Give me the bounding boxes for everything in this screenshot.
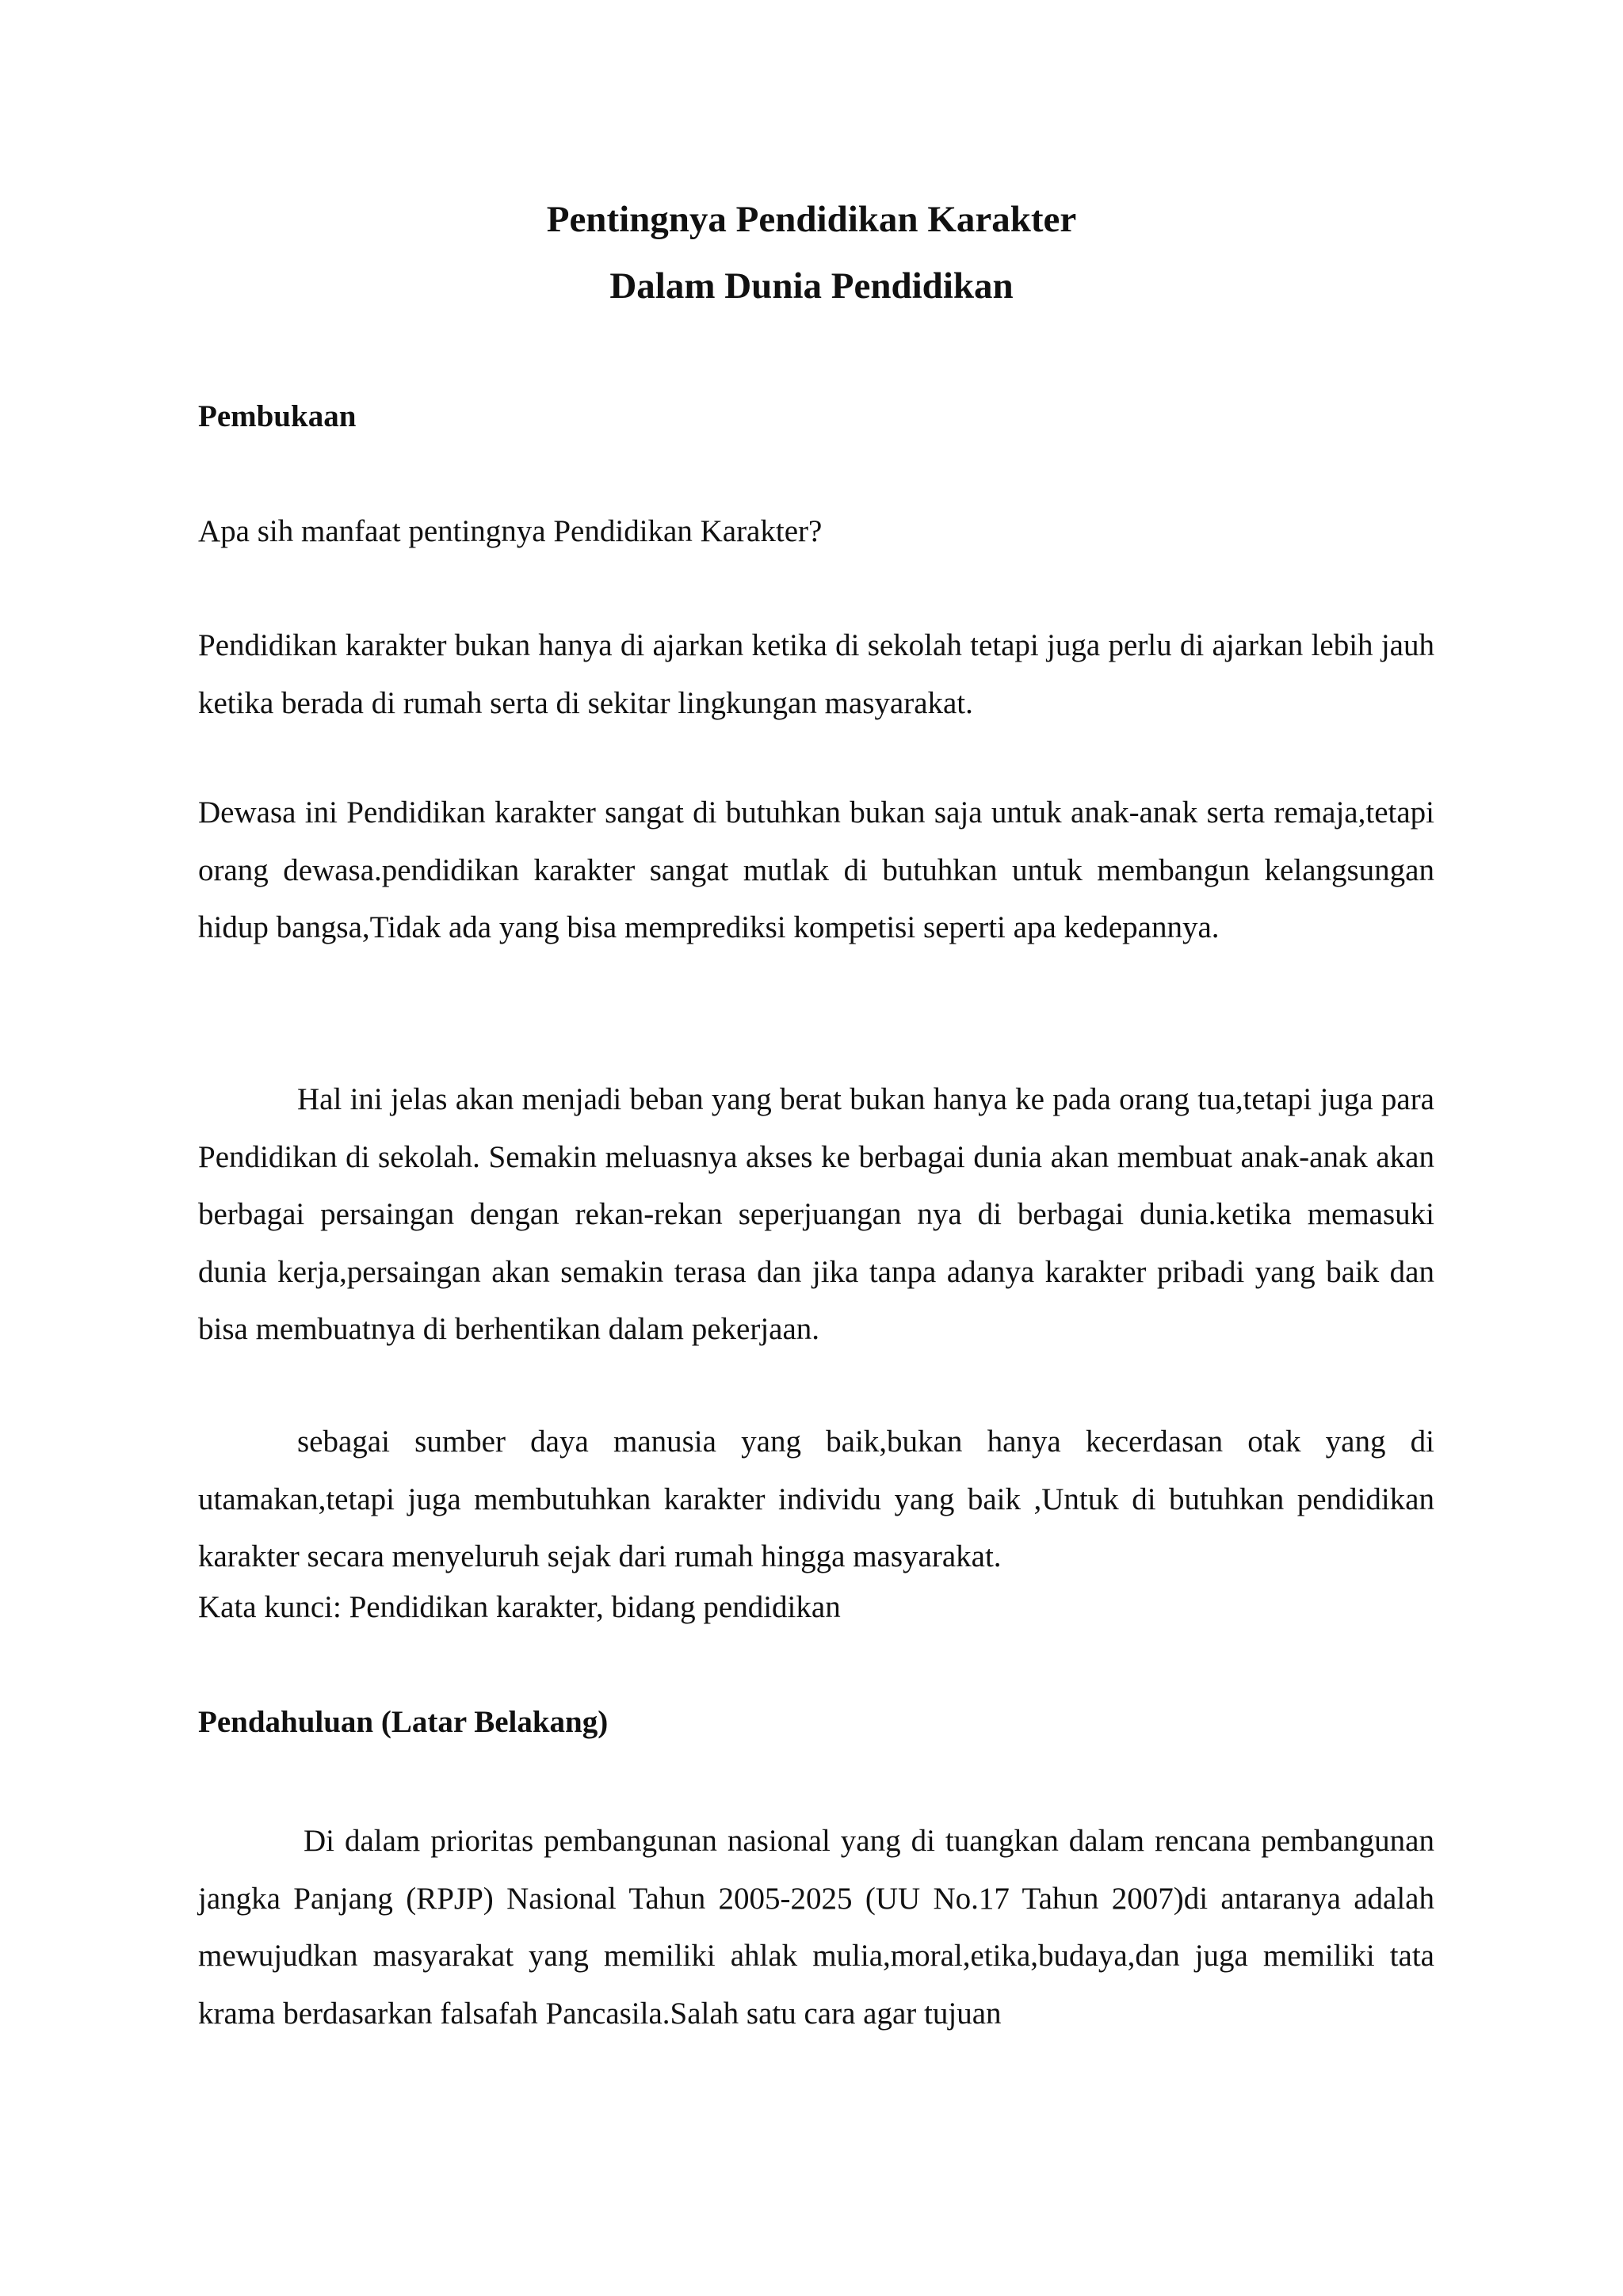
opening-question: Apa sih manfaat pentingnya Pendidikan Karakter?: [198, 514, 823, 548]
section-heading-pendahuluan: Pendahuluan (Latar Belakang): [198, 1705, 609, 1739]
document-title-line-2: Dalam Dunia Pendidikan: [609, 265, 1014, 307]
paragraph-pembukaan-2: Dewasa ini Pendidikan karakter sangat di butuhkan bukan saja untuk anak-anak serta remaja,tetapi orang dewasa.pendidikan karakter sangat mutlak di butuhkan untuk membangun kelangsungan hidup bangsa,Tidak ada yang bisa memprediksi kompetisi seperti apa kedepannya.: [198, 795, 1434, 944]
keywords-line: Kata kunci: Pendidikan karakter, bidang pendidikan: [198, 1590, 841, 1624]
section-heading-pembukaan: Pembukaan: [198, 399, 357, 433]
document-title-line-1: Pentingnya Pendidikan Karakter: [546, 199, 1077, 240]
paragraph-pendahuluan-1: Di dalam prioritas pembangunan nasional yang di tuangkan dalam rencana pembangunan jangka Panjang (RPJP) Nasional Tahun 2005-2025 (UU No.17 Tahun 2007)di antaranya adalah mewujudkan masyarakat yang memiliki ahlak mulia,moral,etika,budaya,dan juga memiliki tata krama berdasarkan falsafah Pancasila.Salah satu cara agar tujuan: [198, 1824, 1434, 2031]
paragraph-pembukaan-1: Pendidikan karakter bukan hanya di ajarkan ketika di sekolah tetapi juga perlu di ajarkan lebih jauh ketika berada di rumah serta di sekitar lingkungan masyarakat.: [198, 628, 1434, 720]
paragraph-pembukaan-3: Hal ini jelas akan menjadi beban yang berat bukan hanya ke pada orang tua,tetapi juga para Pendidikan di sekolah. Semakin meluasnya akses ke berbagai dunia akan membuat anak-anak akan berbagai persaingan dengan rekan-rekan seperjuangan nya di berbagai dunia.ketika memasuki dunia kerja,persaingan akan semakin terasa dan jika tanpa adanya karakter pribadi yang baik dan bisa membuatnya di berhentikan dalam pekerjaan.: [198, 1082, 1434, 1346]
paragraph-pembukaan-4: sebagai sumber daya manusia yang baik,bukan hanya kecerdasan otak yang di utamakan,tetapi juga membutuhkan karakter individu yang baik ,Untuk di butuhkan pendidikan karakter secara menyeluruh sejak dari rumah hingga masyarakat.: [198, 1425, 1434, 1573]
